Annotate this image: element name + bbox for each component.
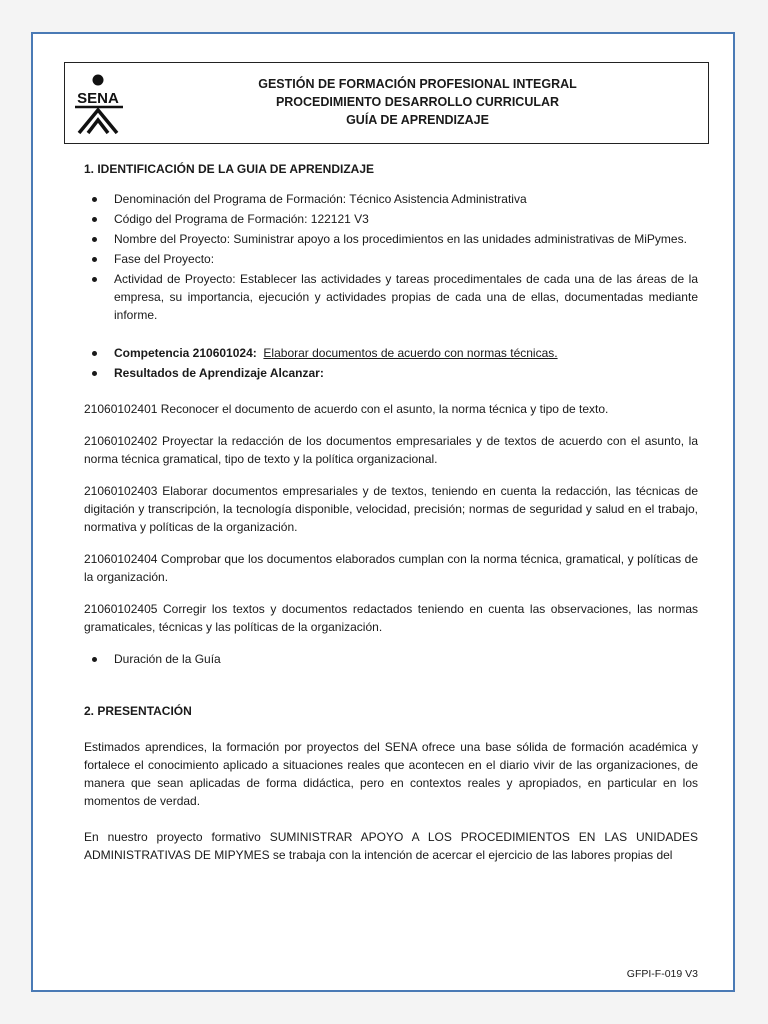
document-body <box>84 160 698 864</box>
resultado-paragraph: 21060102403 Elaborar documentos empresariales y de textos, teniendo en cuenta la redacción, las técnicas de digitación y transcripción, la tecnología disponible, velocidad, precisión; normas de seguridad y salud en el trabajo, normativa y políticas de la organización. <box>84 484 698 534</box>
identification-list <box>84 190 698 324</box>
header-title-line-3: GUÍA DE APRENDIZAJE <box>346 113 489 127</box>
resultado-paragraph: 21060102404 Comprobar que los documentos elaborados cumplan con la norma técnica, gramatical, y políticas de la organización. <box>84 552 698 584</box>
header-titles <box>135 75 700 129</box>
svg-text:SENA: SENA <box>77 90 119 107</box>
section-2-title: 2. PRESENTACIÓN <box>84 704 192 718</box>
resultados-item <box>114 364 698 382</box>
resultado-paragraph: 21060102402 Proyectar la redacción de los documentos empresariales y de textos de acuerdo con el asunto, la norma técnica gramatical, tipo de texto y la política organizacional. <box>84 434 698 466</box>
resultado-paragraph: 21060102401 Reconocer el documento de acuerdo con el asunto, la norma técnica y tipo de texto. <box>84 402 609 416</box>
list-item: Actividad de Proyecto: Establecer las actividades y tareas procedimentales de cada una de las áreas de la empresa, su importancia, ejecución y actividades propias de cada una de ellas, documentadas mediante informe. <box>114 272 698 322</box>
list-item: Fase del Proyecto: <box>114 250 698 268</box>
form-code: GFPI-F-019 V3 <box>626 968 698 980</box>
resultado-paragraph: 21060102405 Corregir los textos y documentos redactados teniendo en cuenta las observaciones, las normas gramaticales, técnicas y las políticas de la organización. <box>84 602 698 634</box>
competencia-item <box>114 344 698 362</box>
presentation-paragraph: En nuestro proyecto formativo SUMINISTRAR APOYO A LOS PROCEDIMIENTOS EN LAS UNIDADES ADMINISTRATIVAS DE MIPYMES se trabaja con la intención de acercar el ejercicio de las labores propias del <box>84 830 698 862</box>
header-title-line-1: GESTIÓN DE FORMACIÓN PROFESIONAL INTEGRAL <box>258 77 577 91</box>
list-item: Denominación del Programa de Formación: Técnico Asistencia Administrativa <box>114 190 698 208</box>
list-item: Código del Programa de Formación: 122121 V3 <box>114 210 698 228</box>
section-1-title: 1. IDENTIFICACIÓN DE LA GUIA DE APRENDIZAJE <box>84 162 375 176</box>
sena-logo-icon <box>69 73 129 135</box>
competencia-label: Competencia 210601024: <box>114 346 257 360</box>
competencia-text: Elaborar documentos de acuerdo con normas técnicas. <box>263 346 558 360</box>
presentation-paragraph: Estimados aprendices, la formación por proyectos del SENA ofrece una base sólida de formación académica y fortalece el conocimiento aplicado a situaciones reales que acontecen en el diario vivir de las organizaciones, de manera que sean aplicadas de forma didáctica, pero en contextos reales y apropiados, en particular en los momentos de verdad. <box>84 740 698 808</box>
competencia-list <box>84 344 698 382</box>
duracion-list <box>84 650 698 668</box>
duracion-item: Duración de la Guía <box>114 650 698 668</box>
resultados-label: Resultados de Aprendizaje Alcanzar: <box>114 366 324 380</box>
document-header <box>64 62 709 144</box>
header-title-line-2: PROCEDIMIENTO DESARROLLO CURRICULAR <box>275 95 560 109</box>
list-item: Nombre del Proyecto: Suministrar apoyo a los procedimientos en las unidades administrativas de MiPymes. <box>114 230 698 248</box>
